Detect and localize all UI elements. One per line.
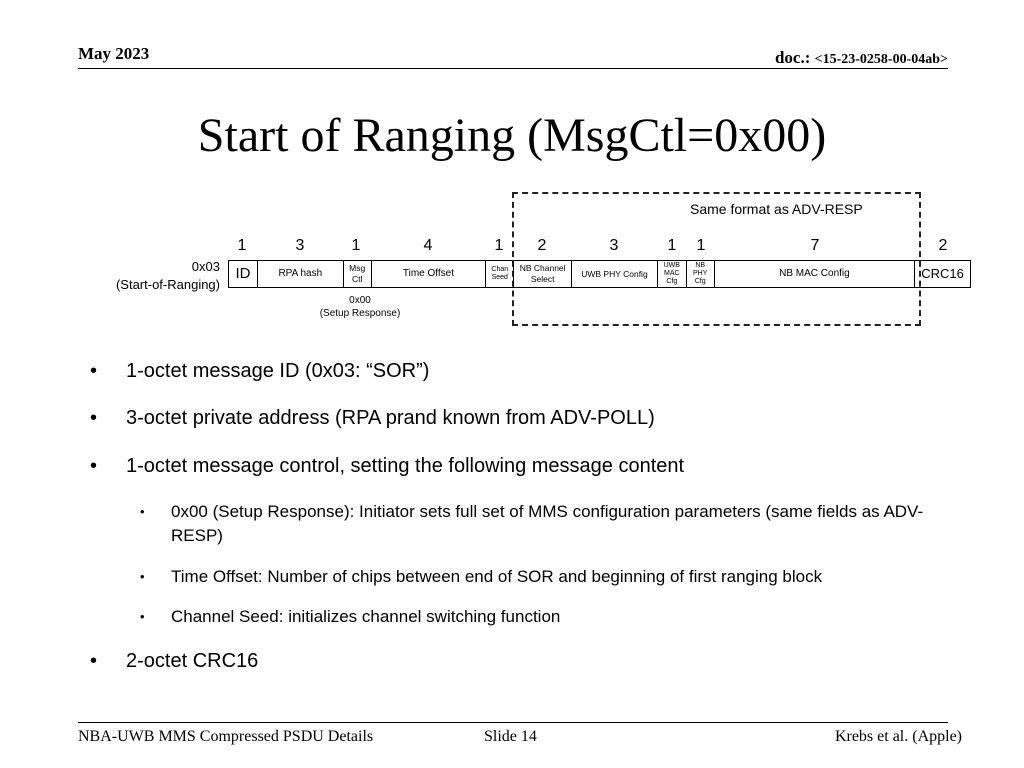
footer-slide-number: Slide 14 (484, 728, 537, 745)
footer-right: Krebs et al. (Apple) (834, 728, 962, 745)
bullet-icon: • (140, 609, 145, 624)
slide-title: Start of Ranging (MsgCtl=0x00) (197, 109, 827, 162)
footer-rule (78, 722, 948, 723)
frame-format-diagram (0, 0, 1024, 340)
msgctl-value: 0x00 (Setup Response) (319, 295, 401, 319)
doc-label: doc.: (774, 48, 815, 67)
octet-count-uwb-phy: 3 (609, 237, 619, 254)
bullet-icon: • (90, 650, 98, 672)
field-crc16: CRC16 (921, 266, 964, 281)
doc-number: <15-23-0258-00-04ab> (814, 52, 948, 67)
field-chan-seed: Chan Seed (486, 261, 514, 287)
octet-count-uwb-mac: 1 (667, 237, 677, 254)
octet-count-nb-mac: 7 (810, 237, 820, 254)
octet-count-time-offset: 4 (423, 237, 433, 254)
octet-count-rpa-hash: 3 (295, 237, 305, 254)
message-id-value: 0x03 (Start-of-Ranging) (115, 259, 220, 292)
octet-count-msg-ctl: 1 (351, 237, 361, 254)
field-nb-mac-config: NB MAC Config (715, 261, 915, 287)
octet-count-chan-seed: 1 (494, 237, 504, 254)
field-time-offset: Time Offset (372, 261, 487, 287)
sub-list-item: • Channel Seed: initializes channel switching function (140, 605, 930, 629)
sub-list-item: • 0x00 (Setup Response): Initiator sets full set of MMS configuration parameters (same fields as ADV-RESP) (140, 502, 924, 545)
field-nb-channel-select: NB Channel Select (514, 261, 572, 287)
octet-count-id: 1 (237, 237, 247, 254)
field-msg-ctl: Msg Ctl (344, 261, 372, 287)
octet-count-nb-channel: 2 (537, 237, 547, 254)
bullet-icon: • (90, 407, 98, 429)
field-nb-phy-cfg: NB PHY Cfg (687, 261, 715, 287)
octet-count-crc16: 2 (938, 237, 948, 254)
header-date: May 2023 (78, 44, 150, 63)
field-rpa-hash: RPA hash (258, 261, 344, 287)
bullet-icon: • (90, 360, 98, 382)
octet-count-nb-phy: 1 (696, 237, 706, 254)
field-uwb-phy-config: UWB PHY Config (572, 261, 658, 287)
field-id: ID (229, 261, 258, 287)
same-format-label: Same format as ADV-RESP (690, 201, 863, 217)
frame-fields-row (228, 260, 971, 288)
bullet-icon: • (140, 504, 145, 519)
bullet-icon: • (90, 455, 98, 477)
footer-left: NBA-UWB MMS Compressed PSDU Details (78, 728, 374, 745)
bullet-icon: • (140, 569, 145, 584)
field-uwb-mac-cfg: UWB MAC Cfg (658, 261, 687, 287)
sub-list-item: • Time Offset: Number of chips between end of SOR and beginning of first ranging block (140, 565, 930, 589)
